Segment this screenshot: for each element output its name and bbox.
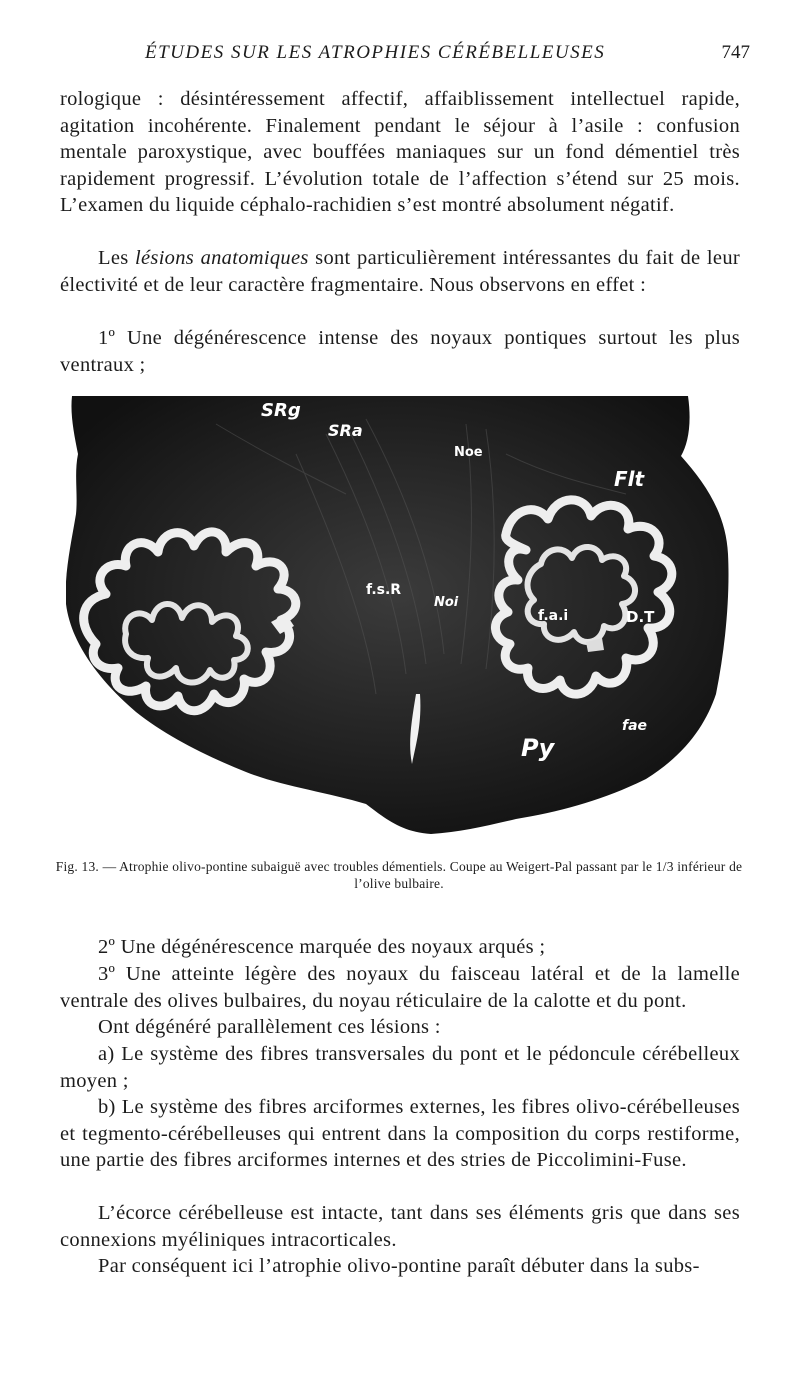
label-noi: Noi [434,595,459,610]
paragraph-conclusion: Par conséquent ici l’atrophie olivo-pontine paraît débuter dans la subs- [98,1255,700,1277]
label-srg: SRg [261,400,301,421]
label-fsr: f.s.R [366,582,402,598]
label-py: Py [521,734,555,762]
figure-13 [66,394,730,834]
paragraph-lesions [60,245,740,298]
paragraph-cortex: L’écorce cérébelleuse est intacte, tant dans ses éléments gris que dans ses connexions myéliniques intracorticales. [60,1202,740,1251]
label-sra: SRa [328,421,363,440]
lesions-italic: lésions anatomiques [135,247,309,269]
list-item-a: a) Le système des fibres transversales du pont et le pédoncule cérébelleux moyen ; [60,1043,740,1092]
cerebellar-section-image [66,394,730,834]
list-item-3: 3º Une atteinte légère des noyaux du faisceau latéral et de la lamelle ventrale des olives bulbaires, du noyau réticulaire de la calotte et du pont. [60,963,740,1012]
running-title: ÉTUDES SUR LES ATROPHIES CÉRÉBELLEUSES [145,42,606,63]
paragraph-continuation: rologique : désintéressement affectif, affaiblissement intellectuel rapide, agitation incohérente. Finalement pendant le séjour à l’asile : confusion mentale paroxystique, avec bouffées maniaques sur un fond démentiel très rapidement progressif. L’évolution totale de l’affection s’étend sur 25 mois. L’examen du liquide céphalo-rachidien s’est montré absolument négatif. [60,88,740,217]
lesions-rest: sont particulièrement intéressantes du fait de leur électivité et de leur caractère fragmentaire. Nous observons en effet : [60,247,740,296]
label-fae: fae [622,718,648,734]
figure-caption: Fig. 13. — Atrophie olivo-pontine subaiguë avec troubles démentiels. Coupe au Weigert-Pal passant par le 1/3 inférieur de l’olive bulbaire. [55,859,743,891]
list-item-1: 1º Une dégénérescence intense des noyaux pontiques surtout les plus ventraux ; [60,327,740,376]
label-noe: Noe [454,445,483,460]
label-fai: f.a.i [538,608,569,624]
running-header [60,42,750,72]
label-dt: D.T [626,608,655,626]
list-item-b: b) Le système des fibres arciformes externes, les fibres olivo-cérébelleuses et tegmento-cérébelleuses qui entrent dans la composition du corps restiforme, une partie des fibres arciformes internes et des stries de Piccolimini-Fuse. [60,1096,740,1172]
page-number: 747 [721,42,750,63]
lesions-lead: Les [98,247,136,269]
label-flt: Flt [614,467,645,491]
list-item-2: 2º Une dégénérescence marquée des noyaux arqués ; [98,936,546,958]
paragraph-degenerated: Ont dégénéré parallèlement ces lésions : [98,1016,441,1038]
